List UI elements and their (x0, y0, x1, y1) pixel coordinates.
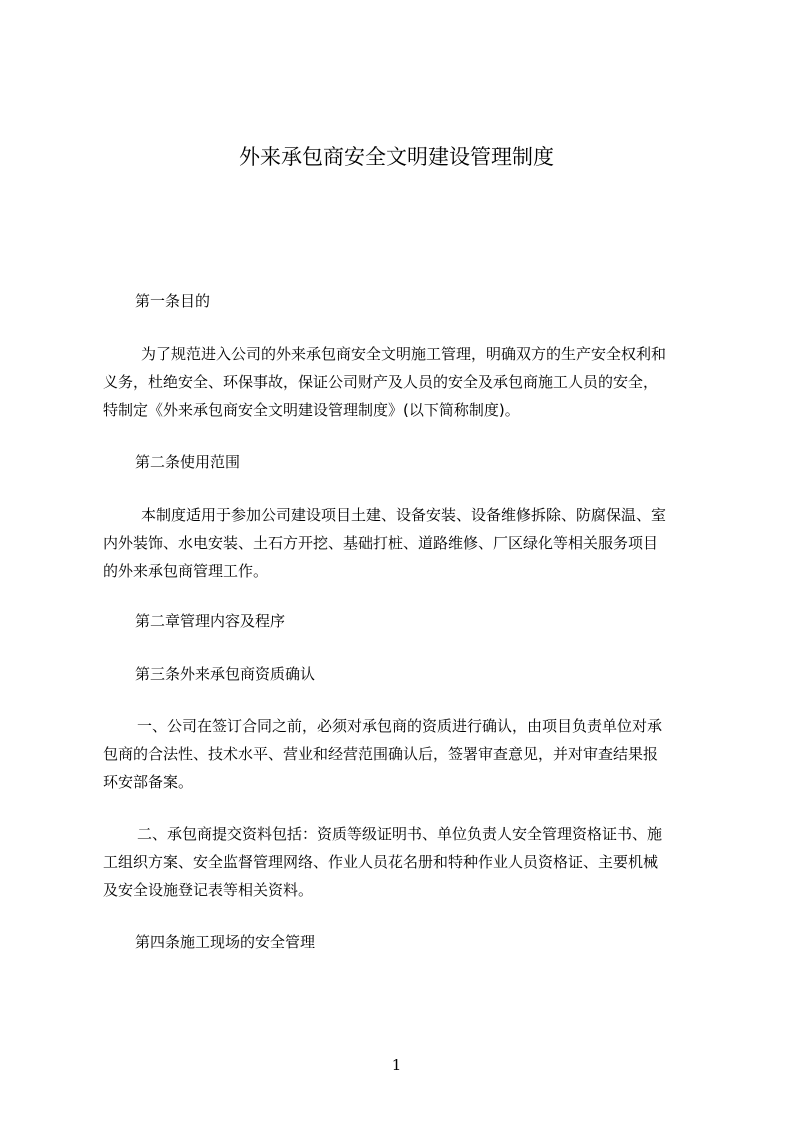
paragraph-line: 内外装饰、水电安装、土石方开挖、基础打桩、道路维修、厂区绿化等相关服务项目 (103, 534, 659, 552)
paragraph-line: 及安全设施登记表等相关资料。 (103, 881, 314, 899)
paragraph-line: 包商的合法性、技术水平、营业和经营范围确认后，签署审查意见，并对审查结果报 (103, 745, 659, 763)
article-3-item-1 (103, 712, 700, 796)
document-title: 外来承包商安全文明建设管理制度 (239, 145, 554, 169)
paragraph-line: 一、公司在签订合同之前，必须对承包商的资质进行确认，由项目负责单位对承 (137, 717, 663, 735)
paragraph-line: 特制定《外来承包商安全文明建设管理制度》(以下简称制度)。 (103, 401, 520, 419)
article-4-heading: 第四条施工现场的安全管理 (135, 933, 316, 951)
paragraph-line: 为了规范进入公司的外来承包商安全文明施工管理，明确双方的生产安全权利和 (141, 345, 667, 363)
paragraph-line: 本制度适用于参加公司建设项目土建、设备安装、设备维修拆除、防腐保温、室 (141, 506, 667, 524)
article-2-heading: 第二条使用范围 (135, 453, 241, 471)
paragraph-line: 环安部备案。 (103, 773, 194, 791)
paragraph-line: 义务，杜绝安全、环保事故，保证公司财产及人员的安全及承包商施工人员的安全， (103, 373, 659, 391)
paragraph-line: 的外来承包商管理工作。 (103, 562, 269, 580)
article-1-heading: 第一条目的 (135, 292, 211, 310)
paragraph-line: 工组织方案、安全监督管理网络、作业人员花名册和特种作业人员资格证、主要机械 (103, 853, 659, 871)
article-3-item-2 (103, 820, 700, 904)
article-1-paragraph (103, 340, 700, 424)
page-number: 1 (391, 1056, 402, 1074)
article-2-paragraph (103, 501, 700, 585)
chapter-2-heading: 第二章管理内容及程序 (135, 612, 286, 630)
paragraph-line: 二、承包商提交资料包括：资质等级证明书、单位负责人安全管理资格证书、施 (137, 825, 663, 843)
article-3-heading: 第三条外来承包商资质确认 (135, 665, 316, 683)
